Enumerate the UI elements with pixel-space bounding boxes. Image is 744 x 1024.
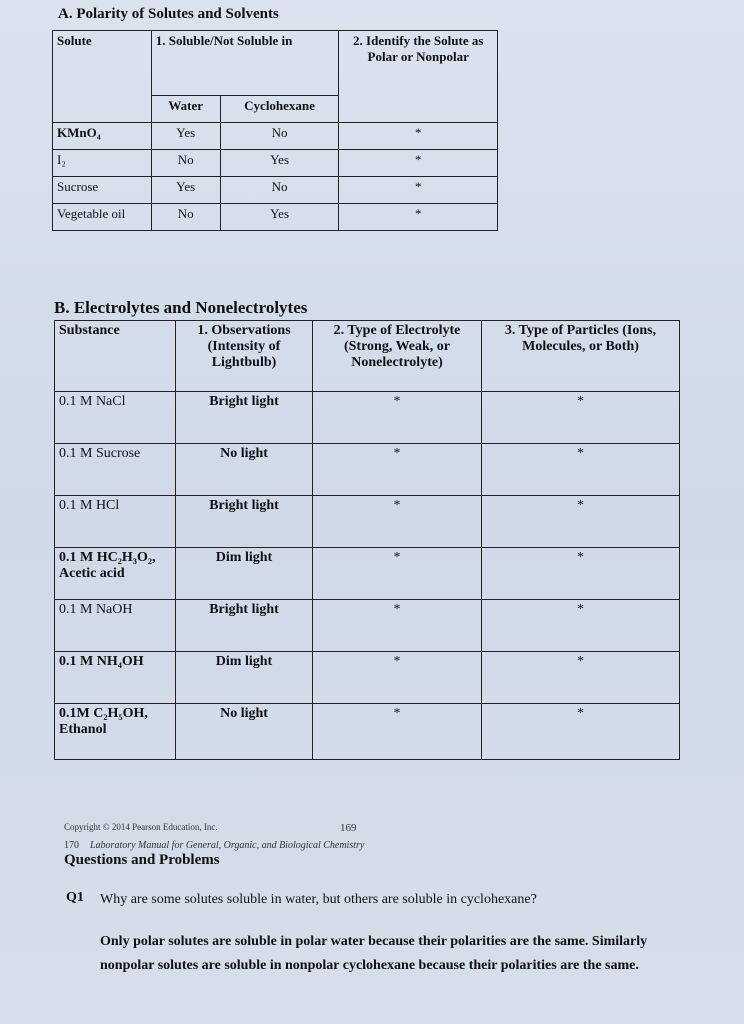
type-cell: *	[313, 496, 482, 548]
table-row	[53, 123, 498, 150]
table-row	[53, 204, 498, 231]
water-cell: Yes	[151, 123, 220, 150]
type-cell: *	[313, 548, 482, 600]
water-cell: No	[151, 204, 220, 231]
substance-cell: 0.1 M HCl	[55, 496, 176, 548]
questions-title: Questions and Problems	[64, 852, 220, 868]
cyclo-cell: Yes	[220, 150, 339, 177]
page-number-169: 169	[340, 822, 357, 834]
water-cell: Yes	[151, 177, 220, 204]
copyright: Copyright © 2014 Pearson Education, Inc.	[64, 822, 218, 832]
table-row	[55, 548, 680, 600]
type-cell: *	[313, 392, 482, 444]
header-particles: 3. Type of Particles (Ions, Molecules, or Both)	[482, 321, 680, 392]
type-cell: *	[313, 652, 482, 704]
solute-cell: I₂	[53, 150, 152, 177]
type-cell: *	[313, 444, 482, 496]
table-row	[55, 600, 680, 652]
table-row	[55, 704, 680, 760]
header-cyclohexane: Cyclohexane	[220, 96, 339, 123]
cyclo-cell: Yes	[220, 204, 339, 231]
observation-cell: Bright light	[176, 600, 313, 652]
solute-cell: KMnO₄	[53, 123, 152, 150]
section-a-title: A. Polarity of Solutes and Solvents	[58, 6, 279, 22]
polar-cell: *	[339, 150, 498, 177]
polar-cell: *	[339, 123, 498, 150]
substance-cell: 0.1 M NaCl	[55, 392, 176, 444]
type-cell: *	[313, 600, 482, 652]
polarity-table	[52, 30, 498, 231]
observation-cell: Bright light	[176, 496, 313, 548]
header-electrolyte-type: 2. Type of Electrolyte (Strong, Weak, or Nonelectrolyte)	[313, 321, 482, 392]
particles-cell: *	[482, 652, 680, 704]
page-number-170: 170	[64, 840, 79, 851]
particles-cell: *	[482, 444, 680, 496]
observation-cell: No light	[176, 704, 313, 760]
substance-cell: 0.1M C₂H₅OH, Ethanol	[55, 704, 176, 760]
table-row	[53, 177, 498, 204]
section-b-title: B. Electrolytes and Nonelectrolytes	[54, 298, 308, 317]
table-row	[55, 444, 680, 496]
table-row	[55, 392, 680, 444]
substance-cell: 0.1 M NH₄OH	[55, 652, 176, 704]
substance-cell: 0.1 M Sucrose	[55, 444, 176, 496]
particles-cell: *	[482, 392, 680, 444]
header-observations: 1. Observations (Intensity of Lightbulb)	[176, 321, 313, 392]
header-substance: Substance	[55, 321, 176, 392]
polar-cell: *	[339, 204, 498, 231]
header-solute: Solute	[53, 31, 152, 123]
observation-cell: No light	[176, 444, 313, 496]
header-soluble: 1. Soluble/Not Soluble in	[151, 31, 339, 96]
observation-cell: Dim light	[176, 652, 313, 704]
particles-cell: *	[482, 600, 680, 652]
header-identify: 2. Identify the Solute as Polar or Nonpolar	[339, 31, 498, 123]
manual-title: Laboratory Manual for General, Organic, and Biological Chemistry	[90, 840, 365, 851]
q1-label: Q1	[66, 890, 84, 905]
observation-cell: Bright light	[176, 392, 313, 444]
table-row	[53, 150, 498, 177]
electrolytes-table	[54, 320, 680, 760]
solute-cell: Sucrose	[53, 177, 152, 204]
q1-question: Why are some solutes soluble in water, but others are soluble in cyclohexane?	[100, 892, 537, 907]
substance-cell: 0.1 M NaOH	[55, 600, 176, 652]
table-row	[55, 652, 680, 704]
substance-cell: 0.1 M HC₂H₃O₂, Acetic acid	[55, 548, 176, 600]
q1-answer: Only polar solutes are soluble in polar water because their polarities are the same. Similarly nonpolar solutes are soluble in nonpolar cyclohexane because their polarities are the same.	[100, 934, 648, 973]
cyclo-cell: No	[220, 123, 339, 150]
solute-cell: Vegetable oil	[53, 204, 152, 231]
particles-cell: *	[482, 496, 680, 548]
particles-cell: *	[482, 548, 680, 600]
table-row	[55, 496, 680, 548]
observation-cell: Dim light	[176, 548, 313, 600]
cyclo-cell: No	[220, 177, 339, 204]
particles-cell: *	[482, 704, 680, 760]
header-water: Water	[151, 96, 220, 123]
type-cell: *	[313, 704, 482, 760]
water-cell: No	[151, 150, 220, 177]
polar-cell: *	[339, 177, 498, 204]
